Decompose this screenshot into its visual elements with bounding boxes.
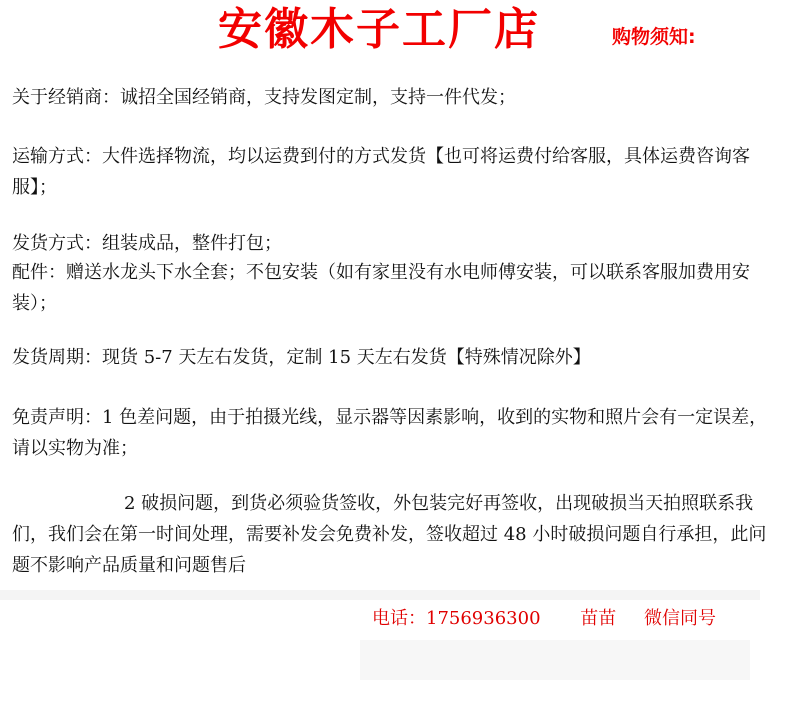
shopping-notice-label: 购物须知: xyxy=(612,26,696,48)
disclaimer-paragraph: 免责声明：1 色差问题，由于拍摄光线，显示器等因素影响，收到的实物和照片会有一定误差，请以实物为准； xyxy=(12,407,768,459)
contact-name: 苗苗 xyxy=(580,608,617,629)
delivery-method-paragraph: 发货方式：组装成品，整件打包； xyxy=(12,233,282,254)
contact-line xyxy=(372,604,716,634)
dealer-paragraph: 关于经销商：诚招全国经销商，支持发图定制，支持一件代发； xyxy=(12,87,516,108)
damage-paragraph: 2 破损问题，到货必须验货签收，外包装完好再签收，出现破损当天拍照联系我们，我们会在第一时间处理，需要补发会免费补发，签收超过 48 小时破损问题自行承担，此问题不影响产品质量和问题售后 xyxy=(12,493,767,576)
contact-phone: 电话：1756936300 xyxy=(372,608,541,629)
store-title: 安徽木子工厂店 xyxy=(218,4,540,55)
contact-wechat-note: 微信同号 xyxy=(644,608,716,629)
shipping-paragraph: 运输方式：大件选择物流，均以运费到付的方式发货【也可将运费付给客服，具体运费咨询客服】； xyxy=(12,146,750,198)
delivery-cycle-paragraph: 发货周期：现货 5-7 天左右发货，定制 15 天左右发货【特殊情况除外】 xyxy=(12,347,591,368)
accessories-paragraph: 配件：赠送水龙头下水全套；不包安装（如有家里没有水电师傅安装，可以联系客服加费用安装）； xyxy=(12,262,750,314)
